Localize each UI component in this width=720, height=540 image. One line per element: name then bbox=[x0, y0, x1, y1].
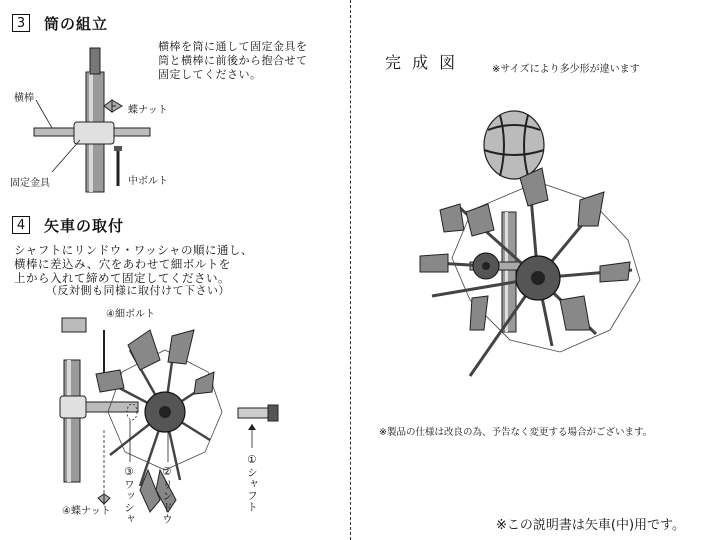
label-thin-bolt: ④細ボルト bbox=[106, 309, 155, 320]
label-middle-bolt: 中ボルト bbox=[128, 176, 168, 187]
label-crossbar: 横棒 bbox=[14, 93, 34, 104]
step4-note: （反対側も同様に取付けて下さい） bbox=[46, 284, 230, 297]
footer-note: ※この説明書は矢車(中)用です。 bbox=[496, 518, 685, 533]
step3-instruction: 横棒を筒に通して固定金具を 筒と横棒に前後から抱合せて 固定してください。 bbox=[158, 40, 308, 81]
step4-number: 4 bbox=[12, 216, 30, 234]
step4-title: 矢車の取付 bbox=[44, 217, 125, 235]
label-washer: ③ワッシャ bbox=[123, 466, 135, 525]
size-note: ※サイズにより多少形が違います bbox=[492, 64, 640, 75]
label-wing-nut: 蝶ナット bbox=[128, 105, 168, 116]
step4-instruction: シャフトにリンドウ・ワッシャの順に通し、 横棒に差込み、穴をあわせて細ボルトを 上から入れて締めて固定してください。 bbox=[14, 243, 253, 285]
label-rindou: ②リンドウ bbox=[161, 466, 173, 525]
sphere-ornament bbox=[484, 111, 544, 179]
label-shaft: ①シャフト bbox=[246, 454, 258, 513]
complete-title: 完 成 図 bbox=[385, 53, 459, 72]
spec-note: ※製品の仕様は改良の為、予告なく変更する場合がございます。 bbox=[379, 427, 653, 438]
step3-number: 3 bbox=[12, 14, 30, 32]
step3-title: 筒の組立 bbox=[44, 15, 109, 33]
label-wing-nut-4: ④蝶ナット bbox=[62, 506, 111, 517]
label-bracket: 固定金具 bbox=[10, 178, 50, 189]
